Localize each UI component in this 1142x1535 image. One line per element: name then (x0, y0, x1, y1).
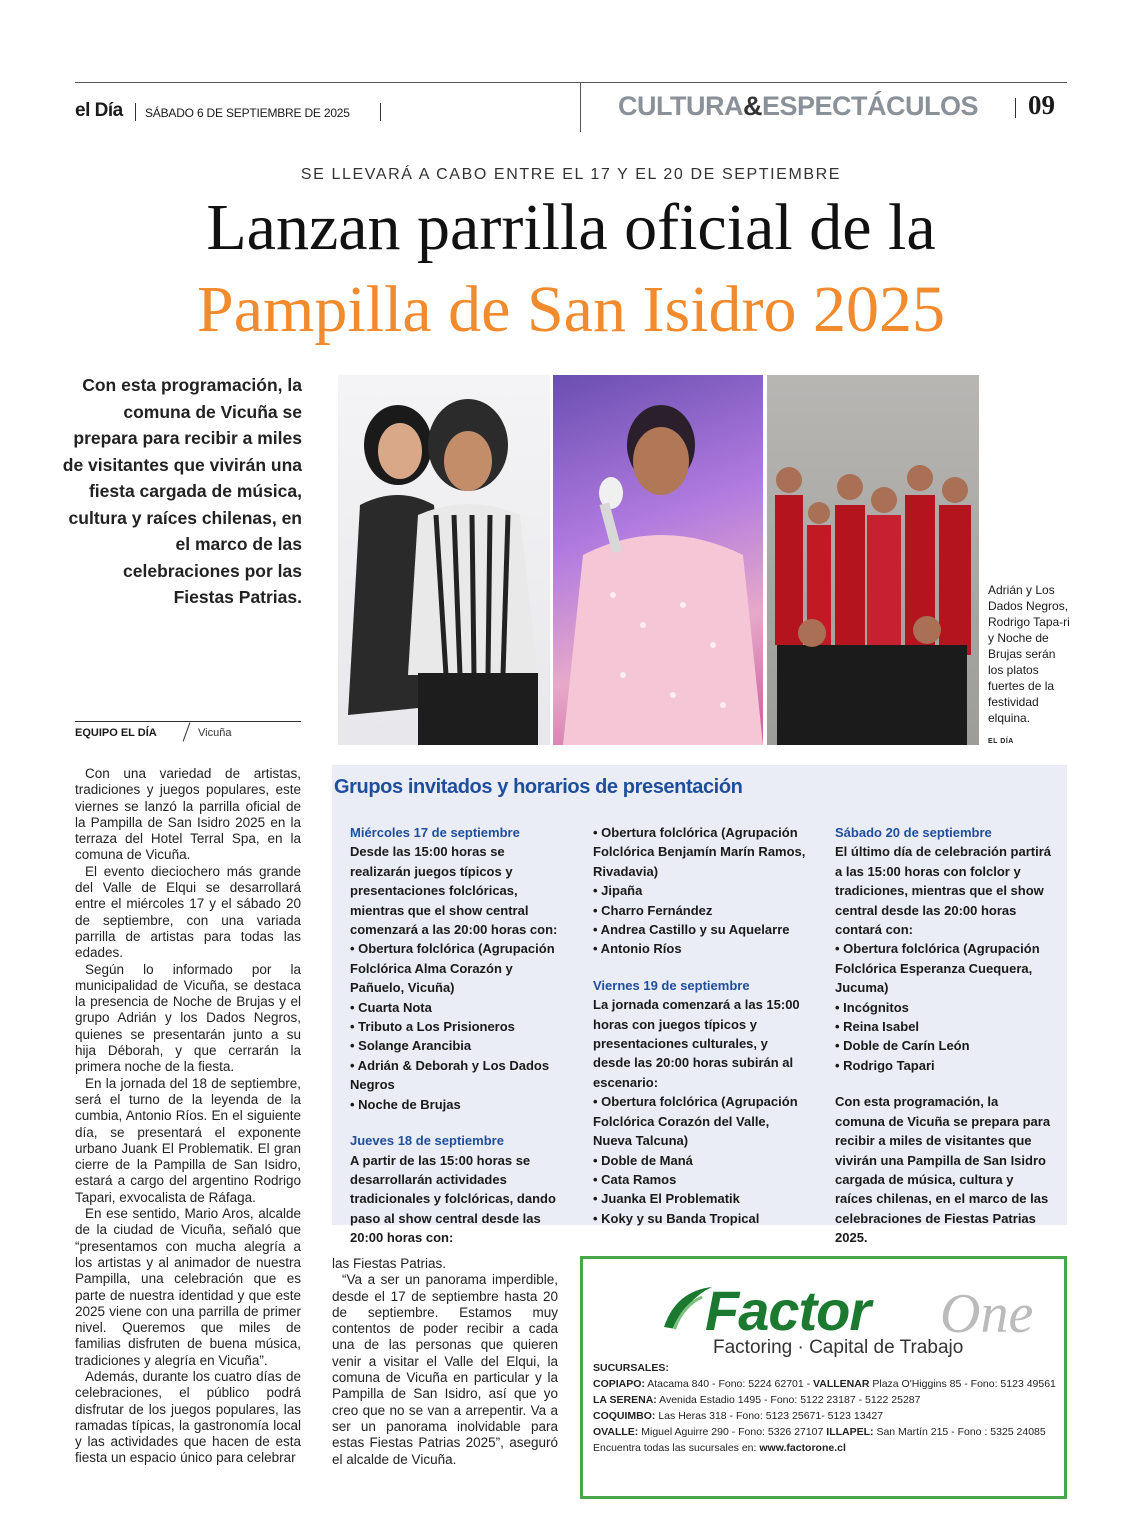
photo-rodrigo-tapari (553, 375, 763, 745)
photo-credit: EL DÍA (988, 738, 1014, 745)
paragraph: Además, durante los cuatro días de celebraciones, el público podrá disfrutar de los juegos populares, las ramadas típicas, la gastronomía local y las actividades que hacen de esta fiesta un espacio único para celebrar (75, 1368, 301, 1466)
schedule-intro: Desde las 15:00 horas se realizarán juegos típicos y presentaciones folclóricas, mientras que el show central comenzará a las 20:00 horas con: (350, 844, 558, 938)
schedule-item: • Solange Arancibia (350, 1038, 472, 1054)
photo-caption: Adrián y Los Dados Negros, Rodrigo Tapa-ri y Noche de Brujas serán los platos fuertes de la festividad elquina. (988, 583, 1070, 725)
schedule-item: • Noche de Brujas (350, 1096, 461, 1112)
ad-website-link[interactable]: www.factorone.cl (759, 1442, 846, 1454)
schedule-day: Miércoles 17 de septiembre (350, 825, 520, 840)
schedule-item: • Obertura folclórica (Agrupación Folclórica Esperanza Cuequera, Jucuma) (835, 941, 1040, 996)
schedule-item: • Reina Isabel (835, 1019, 920, 1035)
schedule-item: • Rodrigo Tapari (835, 1057, 935, 1073)
schedule-column-2 (593, 823, 809, 1228)
article-body-column-1 (75, 766, 301, 1467)
header-rule (75, 82, 1067, 83)
schedule-item: • Incógnitos (835, 999, 909, 1015)
section-name: CULTURA&ESPECTÁCULOS (618, 91, 979, 121)
schedule-intro: La jornada comenzará a las 15:00 horas con juegos típicos y presentaciones culturales, y desde las 20:00 horas subirán al escenario: (593, 997, 800, 1090)
schedule-item: • Andrea Castillo y su Aquelarre (593, 922, 790, 938)
paragraph: En ese sentido, Mario Aros, alcalde de la ciudad de Vicuña, señaló que “presentamos con mucha alegría a los artistas y al animador de nuestra Pampilla, una celebración que es parte de nuestra identidad y que este 2025 viene con una parrilla de primer nivel. Queremos que miles de familias disfruten de buena música, tradiciones y alegría en Vicuña”. (75, 1206, 301, 1368)
schedule-item: • Obertura folclórica (Agrupación Folclórica Alma Corazón y Pañuelo, Vicuña) (350, 941, 555, 996)
schedule-item: • Koky y su Banda Tropical (593, 1210, 760, 1226)
paragraph: Según lo informado por la municipalidad de Vicuña, se destaca la presencia de Noche de Brujas y el grupo Adrián y los Dados Negros, quienes se presentarán junto a su hija Déborah, y que cerrarán la primera noche de la fiesta. (75, 961, 301, 1075)
schedule-item: • Antonio Ríos (593, 941, 682, 957)
photo-adrian-dados-negros (338, 375, 550, 745)
schedule-item: • Jipaña (593, 883, 643, 899)
byline-location: Vicuña (198, 727, 232, 739)
header-bar (135, 103, 136, 121)
schedule-intro: El último día de celebración partirá a las 15:00 horas con folclor y tradiciones, mientras que el show central desde las 20:00 horas contará con: (835, 844, 1052, 938)
schedule-closing: Con esta programación, la comuna de Vicuña se prepara para recibir a miles de visitantes que vivirán una Pampilla de San Isidro cargada de música, cultura y raíces chilenas, en el marco de las celebraciones de Fiestas Patrias 2025. (835, 1094, 1051, 1246)
ad-tagline: Factoring · Capital de Trabajo (713, 1337, 964, 1358)
schedule-item: • Cata Ramos (593, 1171, 677, 1187)
schedule-item: • Adrián & Deborah y Los Dados Negros (350, 1057, 550, 1093)
byline-rule (75, 721, 301, 722)
headline-line2: Pampilla de San Isidro 2025 (197, 273, 945, 346)
article-body-column-2 (332, 1256, 558, 1468)
schedule-item: • Tributo a Los Prisioneros (350, 1019, 515, 1035)
schedule-column-1 (350, 823, 566, 1248)
byline-author: EQUIPO EL DÍA (75, 727, 157, 739)
header-bar (380, 103, 381, 121)
header-bar (1015, 98, 1016, 118)
schedule-day: Viernes 19 de septiembre (593, 977, 750, 993)
schedule-item: • Charro Fernández (593, 902, 713, 918)
schedule-item: • Obertura folclórica (Agrupación Folclórica Corazón del Valle, Nueva Talcuna) (593, 1094, 798, 1149)
schedule-item: • Doble de Carín León (835, 1038, 970, 1054)
issue-date: SÁBADO 6 DE SEPTIEMBRE DE 2025 (145, 106, 350, 120)
byline-separator (183, 722, 191, 741)
paragraph: Con una variedad de artistas, tradiciones y juegos populares, este viernes se lanzó la parrilla oficial de la Pampilla de San Isidro 2025 en la terraza del Hotel Terral Spa, en la comuna de Vicuña. (75, 766, 301, 863)
headline-kicker: SE LLEVARÁ A CABO ENTRE EL 17 Y EL 20 DE SEPTIEMBRE (300, 166, 842, 183)
factorone-logo-one: One (940, 1283, 1034, 1345)
article-lead: Con esta programación, la comuna de Vicuña se prepara para recibir a miles de visitantes que vivirán una fiesta cargada de música, cultura y raíces chilenas, en el marco de las celebraciones por las Fiestas Patrias. (62, 375, 302, 607)
schedule-day: Jueves 18 de septiembre (350, 1133, 504, 1149)
paragraph: En la jornada del 18 de septiembre, será el turno de la leyenda de la cumbia, Antonio Ríos. En el siguiente día, se presentará el exponente urbano Juank El Problematik. El gran cierre de la Pampilla de San Isidro, estará a cargo del argentino Rodrigo Tapari, exvocalista de Ráfaga. (75, 1075, 301, 1205)
ad-branch-list: SUCURSALES: COPIAPO: Atacama 840 - Fono: 5224 62701 - VALLENAR Plaza O'Higgins 85 - Fono: 5123 49561 LA SERENA: Avenida Estadio 1495 - Fono: 5122 23187 - 5122 25287 COQUIMBO: Las Heras 318 - Fono: 5123 25671- 5123 13427 OVALLE: Miguel Aguirre 290 - Fono: 5326 27107 ILLAPEL: San Martín 215 - Fono : 5325 24085 Encuentra todas las sucursales en: www.factorone.cl (593, 1362, 1056, 1454)
schedule-intro: A partir de las 15:00 horas se desarrollarán actividades tradicionales y folclóricas, dando paso al show central desde las 20:00 horas con: (350, 1152, 556, 1246)
paragraph: El evento dieciochero más grande del Valle de Elqui se desarrollará entre el miércoles 17 y el sábado 20 de septiembre, con una variada parrilla de artistas para todas las edades. (75, 863, 301, 961)
schedule-item: • Cuarta Nota (350, 999, 432, 1015)
schedule-box-title: Grupos invitados y horarios de presentación (334, 776, 743, 798)
schedule-item: • Obertura folclórica (Agrupación Folclórica Benjamín Marín Ramos, Rivadavia) (593, 825, 806, 879)
photo-noche-de-brujas (767, 375, 979, 745)
schedule-column-3 (835, 823, 1051, 1248)
schedule-day: Sábado 20 de septiembre (835, 825, 992, 840)
paragraph: “Va a ser un panorama imperdible, desde el 17 de septiembre hasta 20 de septiembre. Estamos muy contentos de poder recibir a cada una de las personas que quieren venir a visitar el Valle del Elqui, la comuna de Vicuña en particular y la Pampilla de San Isidro, así que yo creo que no se van a arrepentir. Va a ser un panorama inolvidable para estas Fiestas Patrias 2025”, aseguró el alcalde de Vicuña. (332, 1272, 558, 1467)
newspaper-name: el Día (75, 100, 123, 121)
header-divider (580, 82, 581, 132)
factorone-logo: Factor (705, 1279, 871, 1342)
page-number: 09 (1028, 90, 1055, 120)
headline-line1: Lanzan parrilla oficial de la (206, 191, 936, 264)
paragraph: las Fiestas Patrias. (332, 1256, 447, 1271)
schedule-item: • Juanka El Problematik (593, 1191, 740, 1207)
schedule-item: • Doble de Maná (593, 1152, 693, 1168)
